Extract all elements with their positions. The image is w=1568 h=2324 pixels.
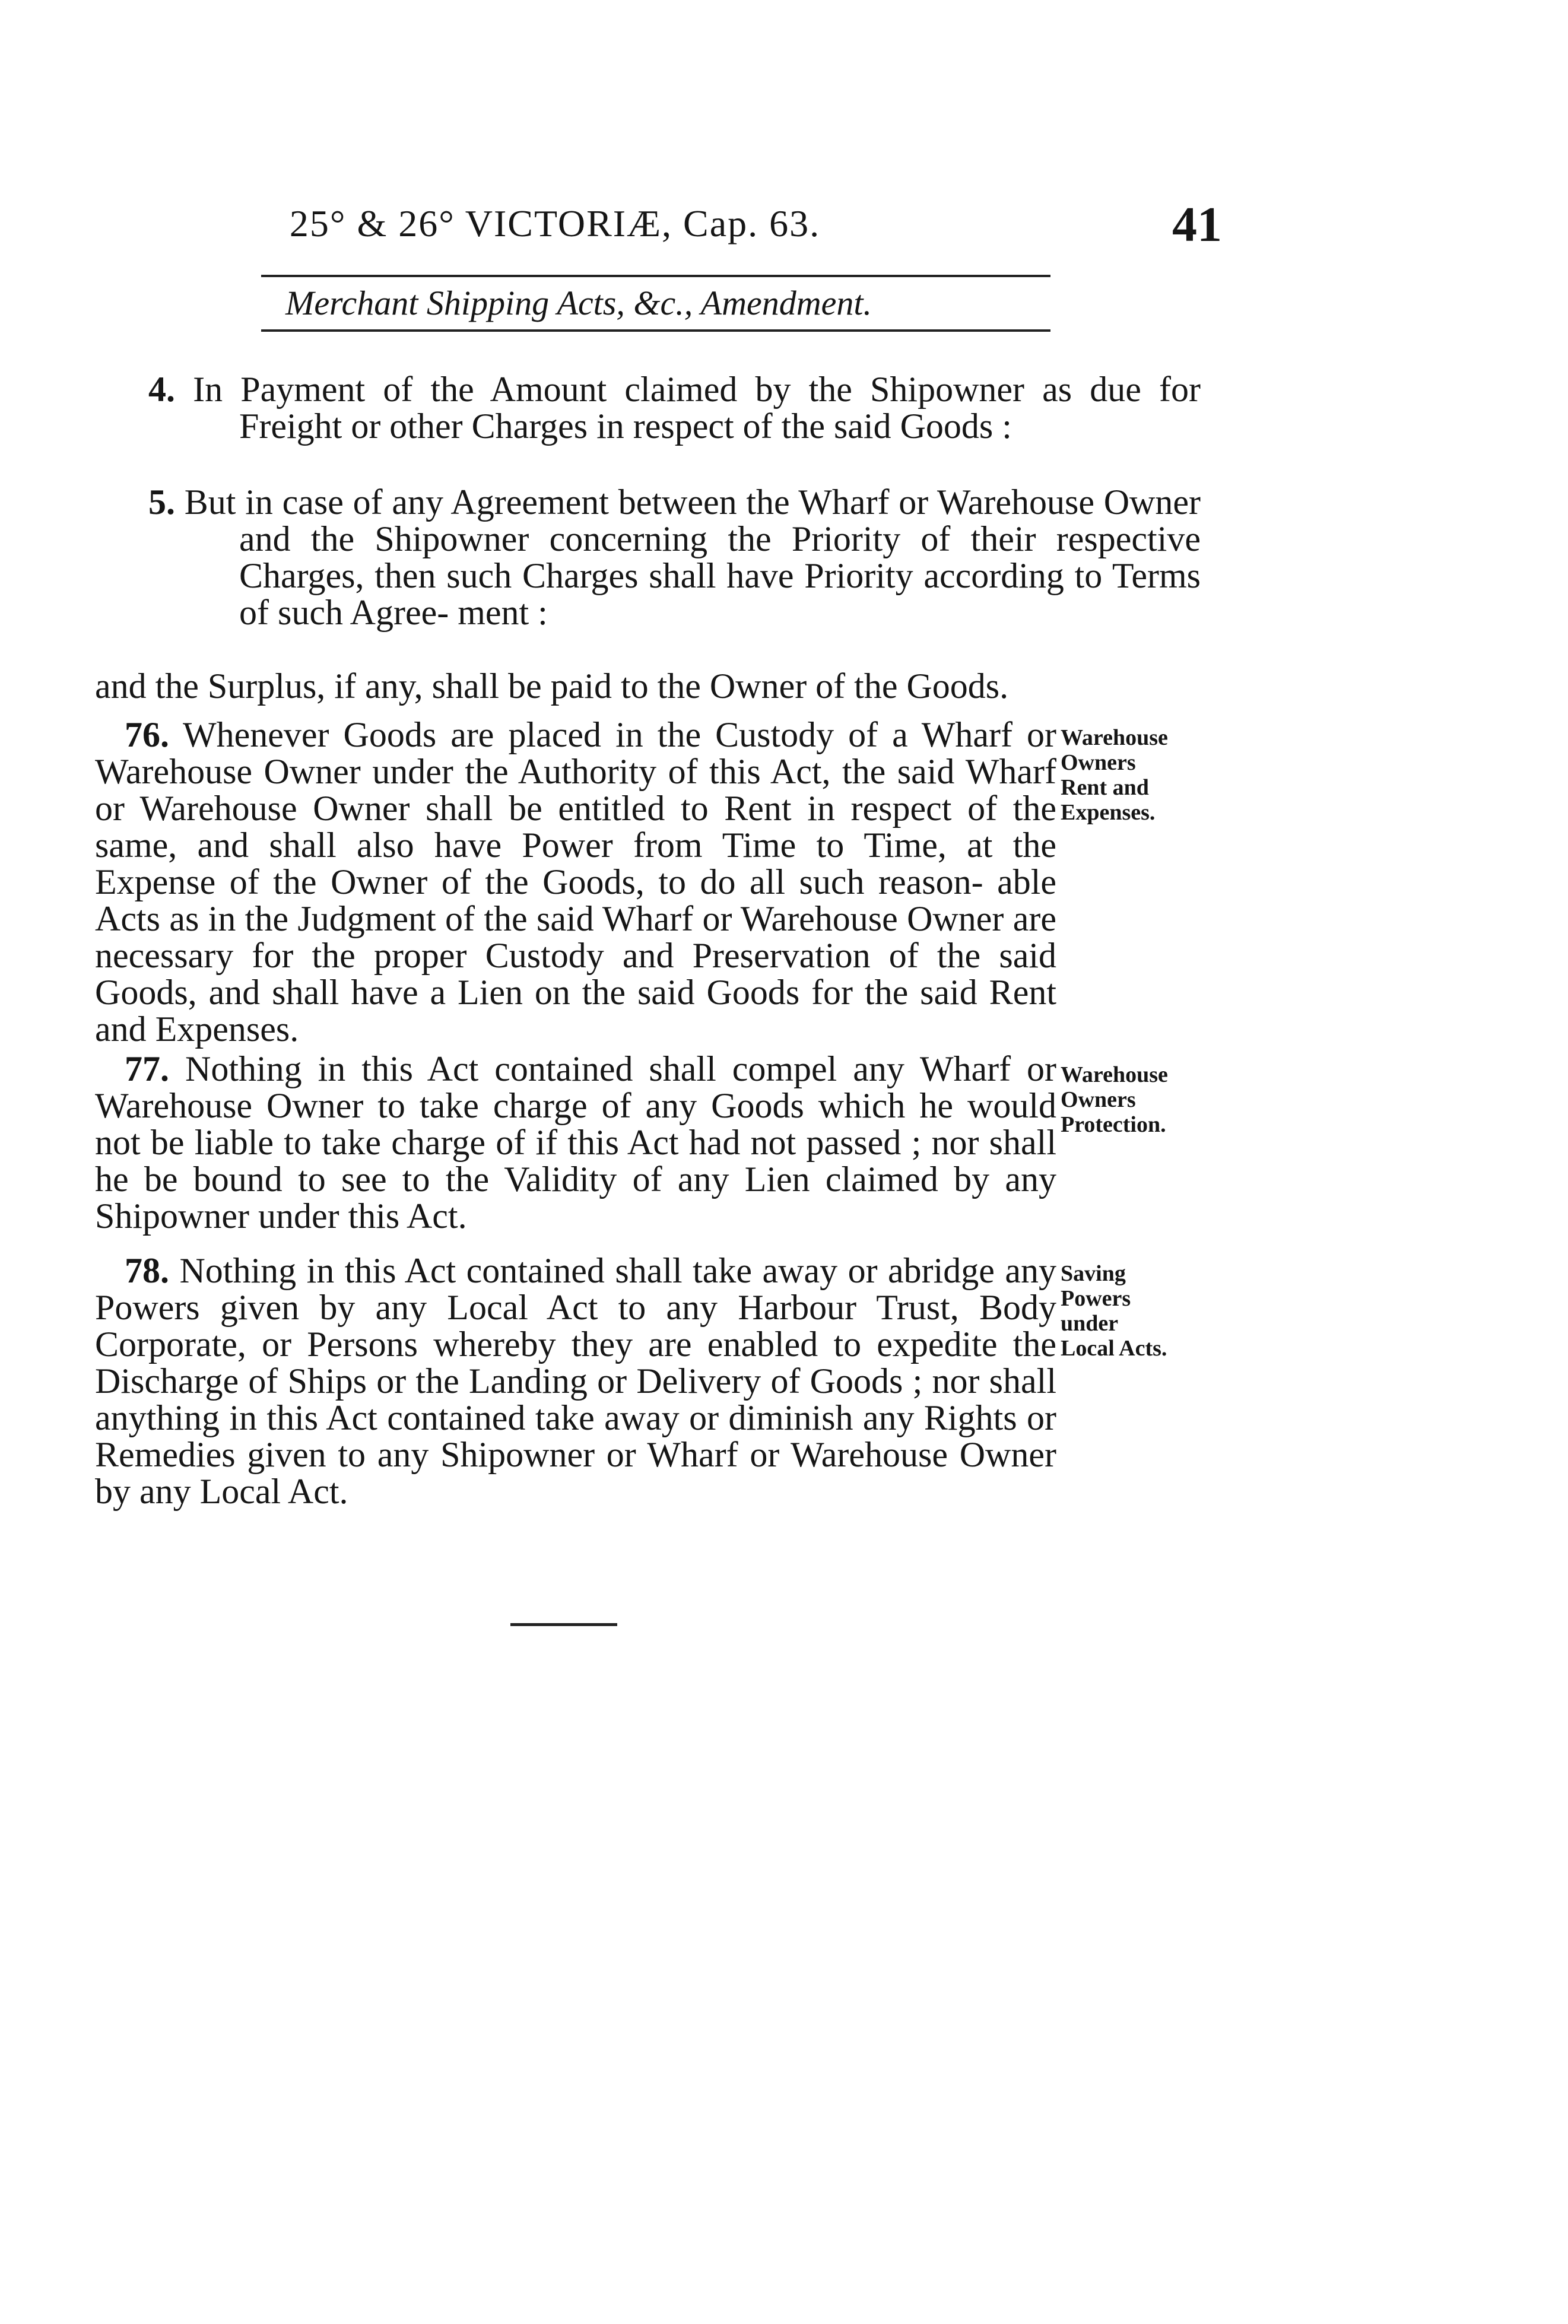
- header-subtitle: Merchant Shipping Acts, &c., Amendment.: [285, 284, 872, 322]
- section-text: Nothing in this Act contained shall take away or abridge any Powers given by any Local Act to any Harbour Trust, Body Corporate, or Persons whereby they are enabled to expedite the Discharge of Ships or the Landing or Delivery of Goods ; nor shall anything in this Act contained take away or diminish any Rights or Remedies given to any Shipowner or Wharf or Warehouse Owner by any Local Act.: [95, 1251, 1057, 1511]
- section-76: [95, 716, 1056, 1047]
- list-item: [95, 371, 1201, 445]
- margin-note-76: Warehouse Owners Rent and Expenses.: [1061, 725, 1168, 825]
- section-text: Nothing in this Act contained shall compel any Wharf or Warehouse Owner to take charge of any Goods which he would not be liable to take charge of if this Act had not passed ; nor shall he be bound to see to the Validity of any Lien claimed by any Shipowner under this Act.: [95, 1049, 1056, 1236]
- item-number: 5.: [148, 482, 175, 522]
- margin-note-77: Warehouse Owners Protection.: [1061, 1062, 1168, 1137]
- item-number: 4.: [148, 370, 175, 409]
- item-text: In Payment of the Amount claimed by the Shipowner as due for Freight or other Charges in respect of the said Goods :: [193, 370, 1201, 446]
- header-title: 25° & 26° VICTORIÆ, Cap. 63.: [289, 202, 821, 245]
- section-number: 77.: [125, 1049, 169, 1088]
- margin-note-78: Saving Powers under Local Acts.: [1061, 1261, 1167, 1361]
- page-number: 41: [1172, 197, 1222, 252]
- closing-rule: [510, 1623, 617, 1626]
- header-rule-bottom: [261, 329, 1050, 332]
- surplus-text: and the Surplus, if any, shall be paid to the Owner of the Goods.: [95, 666, 1009, 706]
- section-number: 76.: [125, 715, 169, 754]
- section-77: [95, 1050, 1056, 1234]
- list-item: [95, 484, 1201, 631]
- item-text: But in case of any Agreement between the Wharf or Warehouse Owner and the Shipowner concerning the Priority of their respective Charges, then such Charges shall have Priority according to Terms of such Agree- ment :: [184, 482, 1201, 632]
- header-rule-top: [261, 275, 1050, 277]
- section-text: Whenever Goods are placed in the Custody of a Wharf or Warehouse Owner under the Authority of this Act, the said Wharf or Warehouse Owner shall be entitled to Rent in respect of the same, and shall also have Power from Time to Time, at the Expense of the Owner of the Goods, to do all such reason- able Acts as in the Judgment of the said Wharf or Warehouse Owner are necessary for the proper Custody and Preservation of the said Goods, and shall have a Lien on the said Goods for the said Rent and Expenses.: [95, 715, 1056, 1049]
- section-number: 78.: [125, 1251, 169, 1290]
- section-78: [95, 1252, 1056, 1510]
